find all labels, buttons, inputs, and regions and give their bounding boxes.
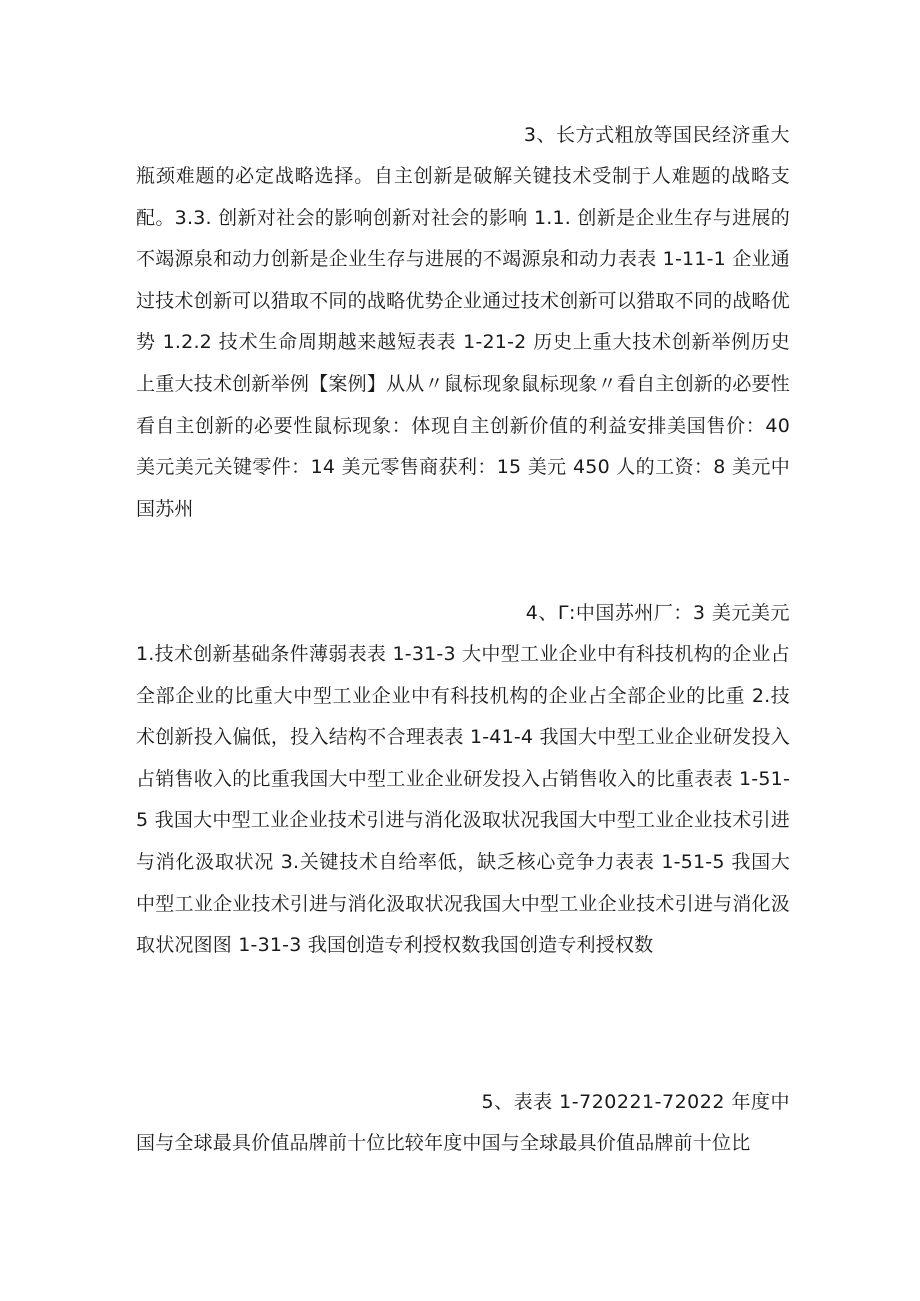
- section-heading: 4、Γ:中国苏州厂：3 美元美元: [525, 602, 790, 624]
- section-heading: 3、长方式粗放等国民经济重大: [523, 124, 790, 146]
- section-paragraph: 瓶颈难题的必定战略选择。自主创新是破解关键技术受制于人难题的战略支配。3.3. 创新对社会的影响创新对社会的影响 1.1. 创新是企业生存与进展的不竭源泉和动力创新是企业生存与进展的不竭源泉和动力表表 1-11-1 企业通过技术创新可以猎取不同的战略优势企业通过技术创新可以猎取不同的战略优势 1.2.2 技术生命周期越来越短表表 1-21-2 历史上重大技术创新举例历史上重大技术创新举例【案例】从从〃鼠标现象鼠标现象〃看自主创新的必要性看自主创新的必要性鼠标现象：体现自主创新价值的利益安排美国售价：40 美元美元关键零件：14 美元零售商获利：15 美元 450 人的工资：8 美元中国苏州: [136, 165, 790, 520]
- section-heading: 5、表表 1-720221-72022 年度中: [481, 1091, 790, 1113]
- section-5: [136, 1082, 790, 1165]
- section-4: [136, 593, 790, 967]
- section-paragraph: 1.技术创新基础条件薄弱表表 1-31-3 大中型工业企业中有科技机构的企业占全部企业的比重大中型工业企业中有科技机构的企业占全部企业的比重 2.技术创新投入偏低，投入结构不合理表表 1-41-4 我国大中型工业企业研发投入占销售收入的比重我国大中型工业企业研发投入占销售收入的比重表表 1-51-5 我国大中型工业企业技术引进与消化汲取状况我国大中型工业企业技术引进与消化汲取状况 3.关键技术自给率低，缺乏核心竞争力表表 1-51-5 我国大中型工业企业技术引进与消化汲取状况我国大中型工业企业技术引进与消化汲取状况图图 1-31-3 我国创造专利授权数我国创造专利授权数: [136, 643, 790, 957]
- section-3: [136, 115, 790, 530]
- section-paragraph: 国与全球最具价值品牌前十位比较年度中国与全球最具价值品牌前十位比: [136, 1132, 751, 1154]
